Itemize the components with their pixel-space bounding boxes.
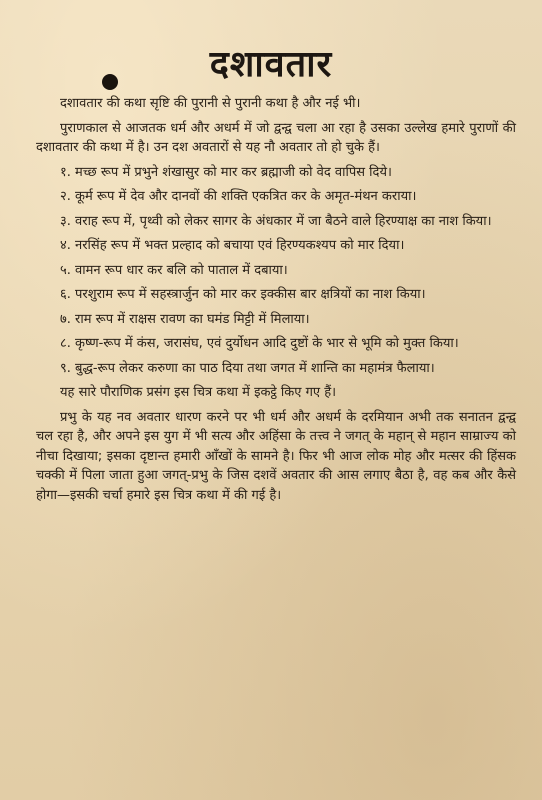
document-body [36,94,516,505]
avatar-item-1: १. मच्छ रूप में प्रभुने शंखासुर को मार कर ब्रह्माजी को वेद वापिस दिये। [60,164,392,180]
avatar-item-5: ५. वामन रूप धार कर बलि को पाताल में दबाया। [60,262,288,278]
avatar-item-4: ४. नरसिंह रूप में भक्त प्रल्हाद को बचाया एवं हिरण्यकश्यप को मार दिया। [60,238,405,253]
intro-paragraph: पुराणकाल से आजतक धर्म और अधर्म में जो द्वन्द्व चला आ रहा है उसका उल्लेख हमारे पुराणों की दशावतार की कथा में है। उन दश अवतारों से यह नौ अवतार तो हो चुके हैं। [36,120,516,155]
avatar-item-7: ७. राम रूप में राक्षस रावण का घमंड मिट्टी में मिलाया। [60,311,310,327]
closing-paragraph: प्रभु के यह नव अवतार धारण करने पर भी धर्म और अधर्म के दरमियान अभी तक सनातन द्वन्द्व चल रहा है, और अपने इस युग में भी सत्य और अहिंसा के तत्त्व ने जगत् के महान् से महान साम्राज्य को नीचा दिखाया; इसका दृष्टान्त हमारी आँखों के सामने है। फिर भी आज लोक मोह और मत्सर की हिंसक चक्की में पिला जाता हुआ जगत्-प्रभु के जिस दशवें अवतार की आस लगाए बैठा है, वह कब और कैसे होगा—इसकी चर्चा हमारे इस चित्र कथा में की गई है। [36,409,516,503]
avatar-item-3: ३. वराह रूप में, पृथ्वी को लेकर सागर के अंधकार में जा बैठने वाले हिरण्याक्ष का नाश किया। [60,213,492,229]
page-title: दशावतार [209,43,333,85]
avatar-item-2: २. कूर्म रूप में देव और दानवों की शक्ति एकत्रित कर के अमृत-मंथन कराया। [60,189,417,204]
intro-line: दशावतार की कथा सृष्टि की पुरानी से पुरानी कथा है और नई भी। [60,96,361,111]
avatar-item-8: ८. कृष्ण-रूप में कंस, जरासंघ, एवं दुर्योधन आदि दुष्टों के भार से भूमि को मुक्त किया। [60,336,459,351]
avatar-item-9: ९. बुद्ध-रूप लेकर करुणा का पाठ दिया तथा जगत में शान्ति का महामंत्र फैलाया। [60,360,435,376]
collected-note: यह सारे पौराणिक प्रसंग इस चित्र कथा में इकट्ठे किए गए हैं। [60,385,337,400]
avatar-item-6: ६. परशुराम रूप में सहस्त्रार्जुन को मार कर इक्कीस बार क्षत्रियों का नाश किया। [60,287,426,302]
